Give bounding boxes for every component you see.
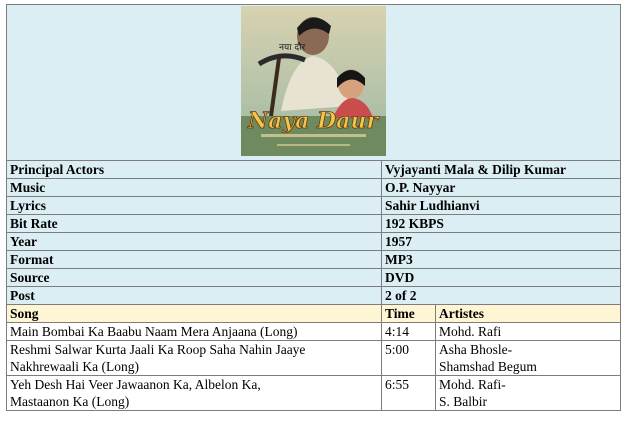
- song-row: [7, 323, 621, 341]
- song-artist-line: Asha Bhosle-: [439, 342, 513, 357]
- song-artist-line: Mohd. Rafi-: [439, 377, 506, 392]
- detail-label: Source: [7, 269, 382, 287]
- detail-value: 192 KBPS: [382, 215, 621, 233]
- detail-value: Vyjayanti Mala & Dilip Kumar: [382, 161, 621, 179]
- movie-poster: [241, 6, 386, 156]
- poster-cell: [7, 5, 621, 161]
- detail-row-actors: [7, 161, 621, 179]
- column-header-song: Song: [7, 305, 382, 323]
- song-time: 6:55: [382, 376, 436, 411]
- detail-row-bitrate: [7, 215, 621, 233]
- song-title-line: Mastaanon Ka (Long): [10, 394, 130, 409]
- detail-value: 1957: [382, 233, 621, 251]
- poster-hindi-title: नया दौर: [279, 43, 306, 53]
- column-header-artistes: Artistes: [436, 305, 621, 323]
- song-artist: [436, 341, 621, 376]
- detail-value: Sahir Ludhianvi: [382, 197, 621, 215]
- detail-row-year: [7, 233, 621, 251]
- song-time: 4:14: [382, 323, 436, 341]
- detail-value: 2 of 2: [382, 287, 621, 305]
- song-title-line: Nakhrewaali Ka (Long): [10, 359, 139, 374]
- song-title: [7, 376, 382, 411]
- song-title-line: Main Bombai Ka Baabu Naam Mera Anjaana (Long): [10, 324, 298, 339]
- detail-value: O.P. Nayyar: [382, 179, 621, 197]
- detail-label: Lyrics: [7, 197, 382, 215]
- album-info-table: [6, 4, 621, 411]
- poster-film-title: Naya Daur: [248, 108, 379, 134]
- detail-row-lyrics: [7, 197, 621, 215]
- song-title-line: Yeh Desh Hai Veer Jawaanon Ka, Albelon Ka,: [10, 377, 261, 392]
- song-table-header: [7, 305, 621, 323]
- detail-row-post: [7, 287, 621, 305]
- album-info-sheet: [6, 4, 620, 411]
- song-row: [7, 376, 621, 411]
- detail-label: Year: [7, 233, 382, 251]
- detail-row-source: [7, 269, 621, 287]
- song-title: [7, 341, 382, 376]
- detail-value: MP3: [382, 251, 621, 269]
- song-title-line: Reshmi Salwar Kurta Jaali Ka Roop Saha Nahin Jaaye: [10, 342, 306, 357]
- song-artist-line: S. Balbir: [439, 394, 488, 409]
- detail-label: Post: [7, 287, 382, 305]
- song-row: [7, 341, 621, 376]
- song-title: [7, 323, 382, 341]
- detail-row-format: [7, 251, 621, 269]
- song-artist: [436, 376, 621, 411]
- detail-label: Format: [7, 251, 382, 269]
- column-header-time: Time: [382, 305, 436, 323]
- song-artist: Mohd. Rafi: [436, 323, 621, 341]
- poster-row: [7, 5, 621, 161]
- detail-value: DVD: [382, 269, 621, 287]
- detail-row-music: [7, 179, 621, 197]
- song-time: 5:00: [382, 341, 436, 376]
- poster-artwork: [241, 6, 386, 156]
- detail-label: Principal Actors: [7, 161, 382, 179]
- song-artist-line: Shamshad Begum: [439, 359, 537, 374]
- detail-label: Music: [7, 179, 382, 197]
- detail-label: Bit Rate: [7, 215, 382, 233]
